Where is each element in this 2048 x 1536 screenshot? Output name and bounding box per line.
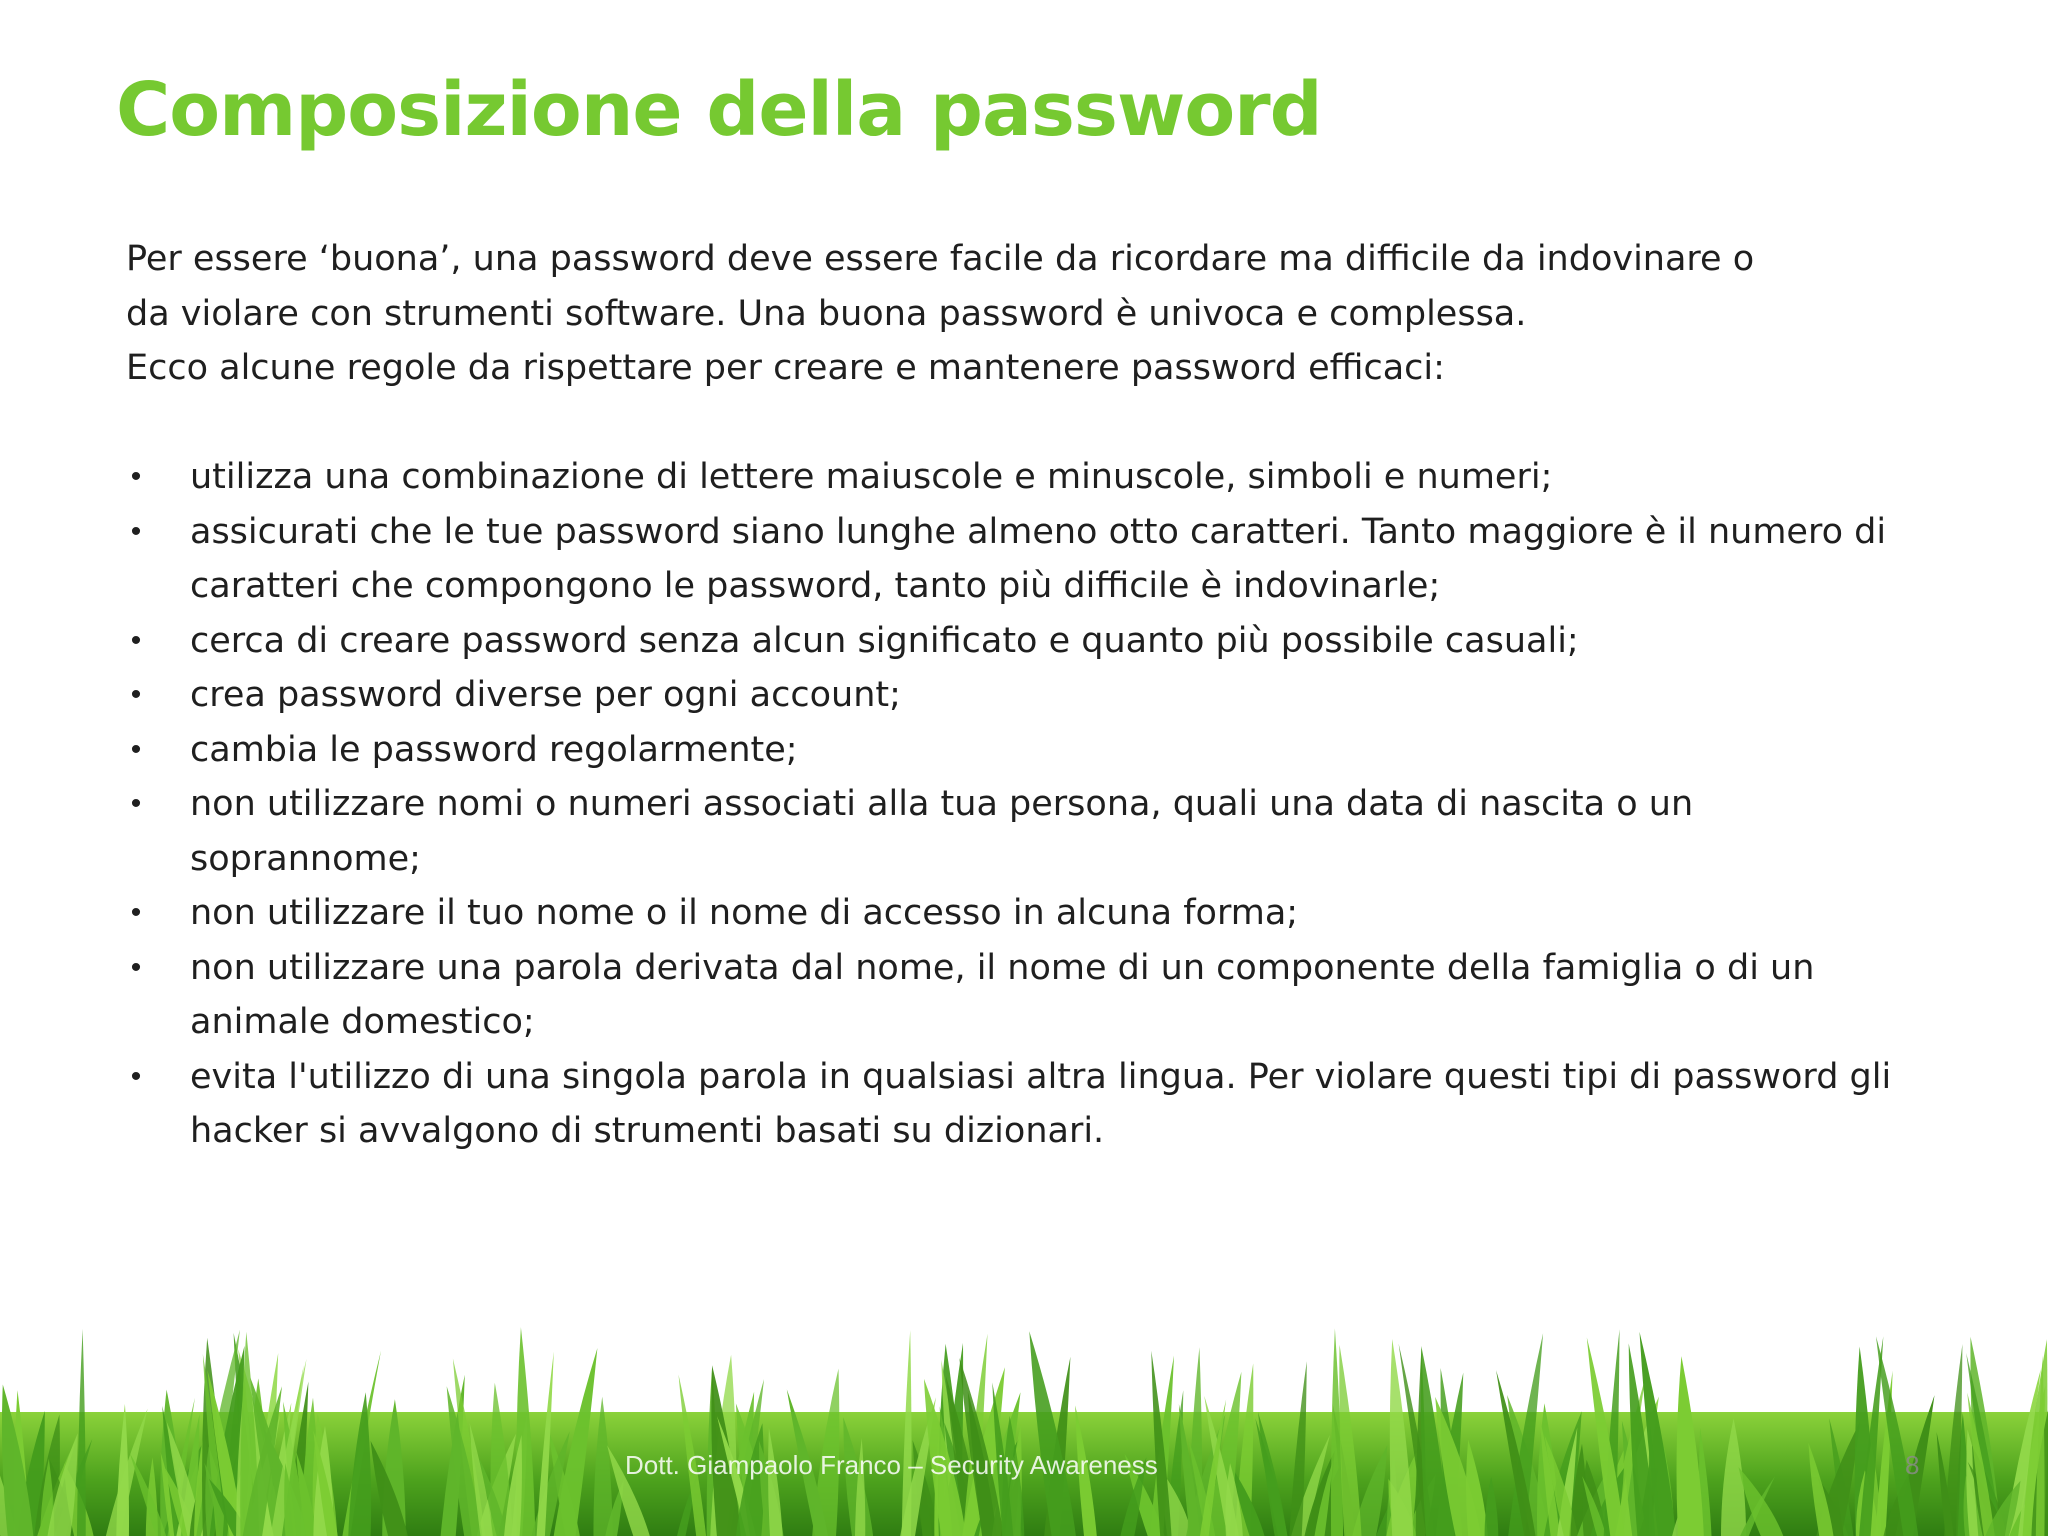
rule-text: non utilizzare una parola derivata dal nome, il nome di un componente della famiglia o di un animale domestico; [190,947,1815,1042]
intro-paragraph [126,232,1956,396]
rule-text: non utilizzare nomi o numeri associati alla tua persona, quali una data di nascita o un soprannome; [190,784,1694,879]
bullet-icon: • [130,623,142,657]
bullet-icon: • [130,514,142,548]
rule-text: cerca di creare password senza alcun significato e quanto più possibile casuali; [190,620,1579,661]
slide-title: Composizione della password [116,67,1322,153]
intro-line: Per essere ‘buona’, una password deve essere facile da ricordare ma difficile da indovinare o [126,239,1755,279]
rule-text: utilizza una combinazione di lettere maiuscole e minuscole, simboli e numeri; [190,457,1553,497]
footer-text: Dott. Giampaolo Franco – Security Awareness [625,1450,1158,1480]
rule-text: assicurati che le tue password siano lunghe almeno otto caratteri. Tanto maggiore è il numero di caratteri che compongono le password, tanto più difficile è indovinarle; [190,511,1887,606]
bullet-icon: • [130,460,142,493]
rule-text: evita l'utilizzo di una singola parola in qualsiasi altra lingua. Per violare questi tipi di password gli hacker si avvalgono di strumenti basati su dizionari. [190,1056,1892,1151]
rule-item [126,777,1896,886]
rule-item [126,723,1896,778]
rule-text: cambia le password regolarmente; [190,729,798,770]
rule-item [126,505,1896,614]
bullet-icon: • [130,732,142,766]
bullet-icon: • [130,950,142,984]
rule-text: crea password diverse per ogni account; [190,675,901,715]
bullet-icon: • [130,787,142,820]
grass-decoration [0,1320,2048,1536]
rule-item [126,450,1896,505]
bullet-icon: • [130,896,142,929]
intro-line: da violare con strumenti software. Una buona password è univoca e complessa. [126,293,1527,334]
rule-item [126,941,1896,1050]
rule-item [126,886,1896,941]
rule-item [126,1050,1896,1159]
rule-item [126,614,1896,669]
bullet-icon: • [130,1059,142,1093]
rules-list [126,450,1896,1159]
bullet-icon: • [130,678,142,711]
intro-line: Ecco alcune regole da rispettare per creare e mantenere password efficaci: [126,348,1445,388]
page-number: 8 [1905,1450,1920,1480]
rule-text: non utilizzare il tuo nome o il nome di accesso in alcuna forma; [190,893,1299,933]
rule-item [126,668,1896,723]
